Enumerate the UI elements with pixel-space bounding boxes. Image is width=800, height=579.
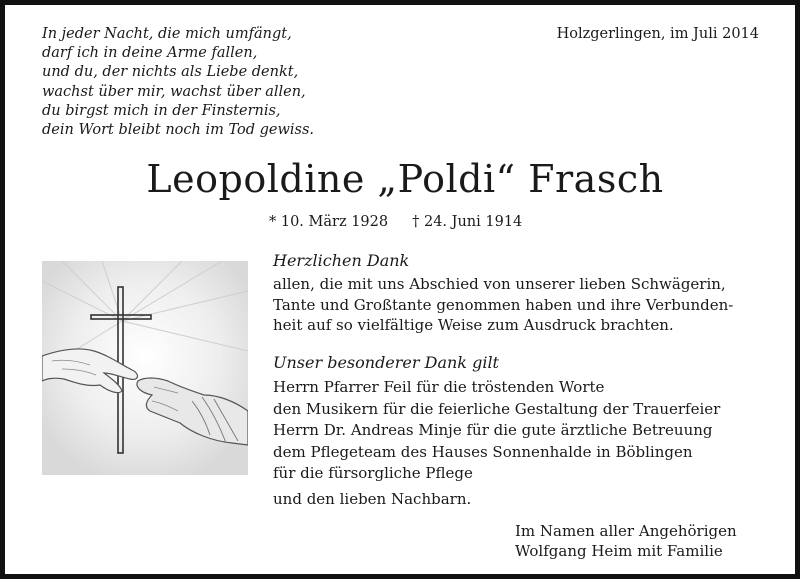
place-date: Holzgerlingen, im Juli 2014 bbox=[556, 26, 759, 42]
life-dates bbox=[269, 214, 522, 230]
cross-and-hands-illustration bbox=[42, 261, 248, 475]
signature-line: Wolfgang Heim mit Familie bbox=[515, 542, 723, 560]
special-thanks-heading: Unser besonderer Dank gilt bbox=[273, 353, 499, 372]
poem-line: darf ich in deine Arme fallen, bbox=[42, 45, 258, 62]
poem-line: und du, der nichts als Liebe denkt, bbox=[42, 64, 299, 81]
special-thanks-line: dem Pflegeteam des Hauses Sonnenhalde in Böblingen bbox=[273, 442, 693, 461]
special-thanks-line: für die fürsorgliche Pflege bbox=[273, 464, 473, 483]
special-thanks-line: den Musikern für die feierliche Gestaltung der Trauerfeier bbox=[273, 399, 721, 418]
special-thanks-line: Herrn Dr. Andreas Minje für die gute ärztliche Betreuung bbox=[273, 421, 713, 440]
special-thanks-line: Herrn Pfarrer Feil für die tröstenden Worte bbox=[273, 378, 605, 396]
poem-line: In jeder Nacht, die mich umfängt, bbox=[42, 26, 292, 42]
poem-line: du birgst mich in der Finsternis, bbox=[42, 102, 281, 119]
deceased-name: Leopoldine „Poldi“ Frasch bbox=[146, 157, 664, 201]
poem-line: dein Wort bleibt noch im Tod gewiss. bbox=[42, 121, 315, 138]
special-thanks-list bbox=[273, 377, 720, 511]
signature-line: Im Namen aller Angehörigen bbox=[515, 522, 737, 540]
cross-and-hands-icon bbox=[42, 261, 248, 475]
signature bbox=[515, 521, 737, 561]
special-thanks-line: und den lieben Nachbarn. bbox=[273, 489, 472, 508]
birth-date: * 10. März 1928 bbox=[269, 214, 389, 230]
thanks-line: heit auf so vielfältige Weise zum Ausdruck brachten. bbox=[273, 316, 674, 334]
thanks-heading: Herzlichen Dank bbox=[273, 251, 410, 270]
thanks-line: allen, die mit uns Abschied von unserer lieben Schwägerin, bbox=[273, 275, 726, 293]
poem-line: wachst über mir, wachst über allen, bbox=[42, 83, 306, 100]
death-date: † 24. Juni 1914 bbox=[412, 214, 523, 230]
poem bbox=[42, 25, 314, 140]
thanks-text bbox=[273, 274, 733, 336]
thanks-line: Tante und Großtante genommen haben und ihre Verbunden- bbox=[273, 295, 734, 314]
